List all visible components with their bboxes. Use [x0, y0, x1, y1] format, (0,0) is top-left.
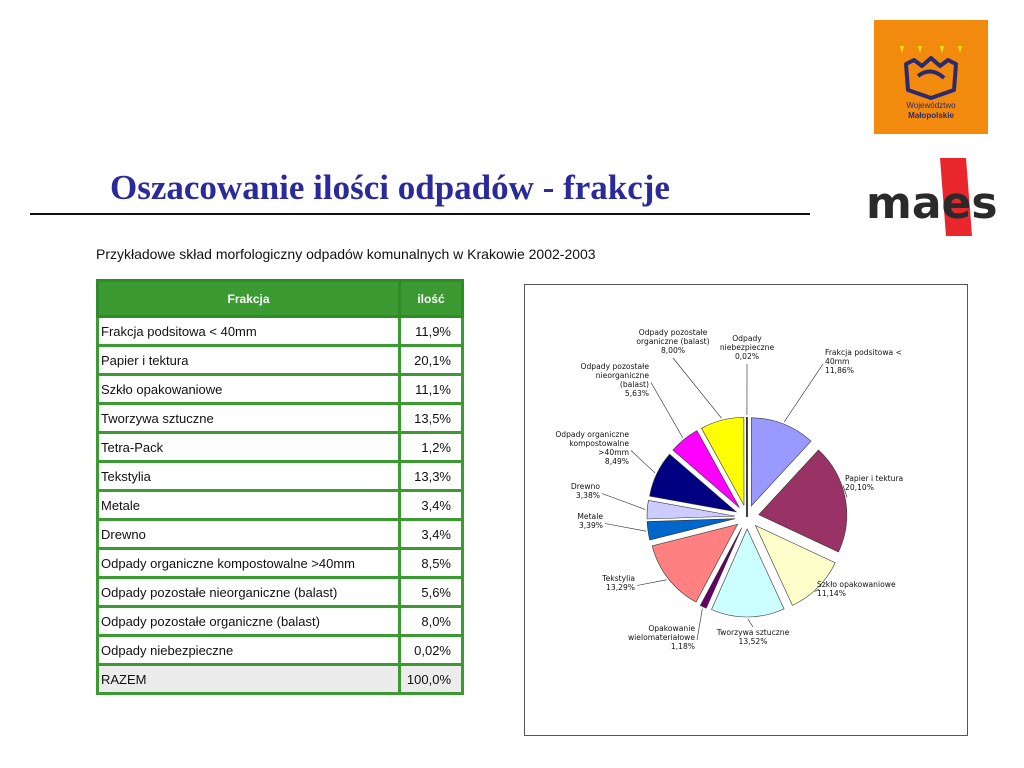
slice-label: Odpady organiczne kompostowalne >40mm 8,49%: [555, 430, 629, 466]
slice-leader-line: [651, 383, 683, 438]
cell-ilosc: 11,1%: [400, 375, 463, 404]
cell-frakcja: Tworzywa sztuczne: [98, 404, 400, 433]
table-row: [98, 636, 463, 665]
slice-label: Tekstylia 13,29%: [602, 574, 635, 592]
cell-frakcja: Odpady pozostałe organiczne (balast): [98, 607, 400, 636]
cell-ilosc: 100,0%: [400, 665, 463, 694]
wojewodztwo-malopolskie-logo: [874, 20, 988, 134]
table-row: [98, 404, 463, 433]
table-row: [98, 433, 463, 462]
table-header-row: [98, 281, 463, 317]
slice-label: Odpady pozostałe nieorganiczne (balast) 5,63%: [580, 362, 649, 398]
slice-leader-line: [673, 358, 722, 418]
cell-frakcja: Papier i tektura: [98, 346, 400, 375]
cell-frakcja: Frakcja podsitowa < 40mm: [98, 317, 400, 346]
table-row: [98, 578, 463, 607]
cell-frakcja: Metale: [98, 491, 400, 520]
table-row: [98, 520, 463, 549]
slice-label: Drewno 3,38%: [570, 482, 600, 500]
table-row: [98, 375, 463, 404]
pie-chart: [525, 285, 967, 735]
maes-logo-text: maes: [866, 178, 998, 229]
table-row: [98, 549, 463, 578]
cell-frakcja: Szkło opakowaniowe: [98, 375, 400, 404]
cell-ilosc: 5,6%: [400, 578, 463, 607]
cell-frakcja: RAZEM: [98, 665, 400, 694]
table-row: [98, 346, 463, 375]
slice-label: Odpady pozostałe organiczne (balast) 8,00%: [636, 328, 710, 355]
cell-ilosc: 1,2%: [400, 433, 463, 462]
table-row: [98, 491, 463, 520]
pie-chart-frame: [524, 284, 968, 736]
slice-leader-line: [784, 364, 823, 422]
slice-leader-line: [697, 609, 702, 640]
cell-frakcja: Drewno: [98, 520, 400, 549]
slice-label: Odpady niebezpieczne 0,02%: [719, 334, 775, 361]
logo-line-1: Województwo: [906, 101, 956, 110]
maes-logo: [864, 158, 1000, 236]
table-row: [98, 607, 463, 636]
slice-label: Metale 3,39%: [577, 512, 603, 530]
cell-ilosc: 0,02%: [400, 636, 463, 665]
table-row: [98, 317, 463, 346]
fractions-table: [96, 279, 464, 695]
logo-line-2: Małopolskie: [908, 111, 954, 120]
cell-ilosc: 13,5%: [400, 404, 463, 433]
cell-ilosc: 8,0%: [400, 607, 463, 636]
slice-leader-line: [602, 494, 645, 510]
slice-leader-line: [631, 451, 655, 473]
cell-frakcja: Tekstylia: [98, 462, 400, 491]
slice-label: Opakowanie wielomateriałowe 1,18%: [627, 624, 695, 651]
page-title: Oszacowanie ilości odpadów - frakcje: [110, 168, 670, 207]
cell-ilosc: 3,4%: [400, 491, 463, 520]
cell-ilosc: 20,1%: [400, 346, 463, 375]
chart-subtitle: Przykładowe skład morfologiczny odpadów komunalnych w Krakowie 2002-2003: [96, 246, 596, 262]
cell-ilosc: 3,4%: [400, 520, 463, 549]
slice-leader-line: [637, 580, 667, 586]
slice-label: Frakcja podsitowa < 40mm 11,86%: [825, 348, 902, 375]
cell-frakcja: Odpady organiczne kompostowalne >40mm: [98, 549, 400, 578]
slice-leader-line: [605, 524, 646, 532]
table-row: [98, 462, 463, 491]
cell-ilosc: 13,3%: [400, 462, 463, 491]
cell-frakcja: Odpady pozostałe nieorganiczne (balast): [98, 578, 400, 607]
slice-leader-line: [748, 619, 753, 627]
slice-label: Tworzywa sztuczne 13,52%: [716, 628, 790, 646]
table-total-row: [98, 665, 463, 694]
column-header-ilosc: ilość: [400, 281, 463, 317]
cell-ilosc: 8,5%: [400, 549, 463, 578]
slice-label: Szkło opakowaniowe 11,14%: [817, 580, 896, 598]
slice-label: Papier i tektura 20,10%: [845, 474, 904, 492]
cell-frakcja: Tetra-Pack: [98, 433, 400, 462]
column-header-frakcja: Frakcja: [98, 281, 400, 317]
cell-frakcja: Odpady niebezpieczne: [98, 636, 400, 665]
title-underline: [30, 213, 810, 215]
malopolska-crest-icon: [896, 46, 966, 101]
cell-ilosc: 11,9%: [400, 317, 463, 346]
